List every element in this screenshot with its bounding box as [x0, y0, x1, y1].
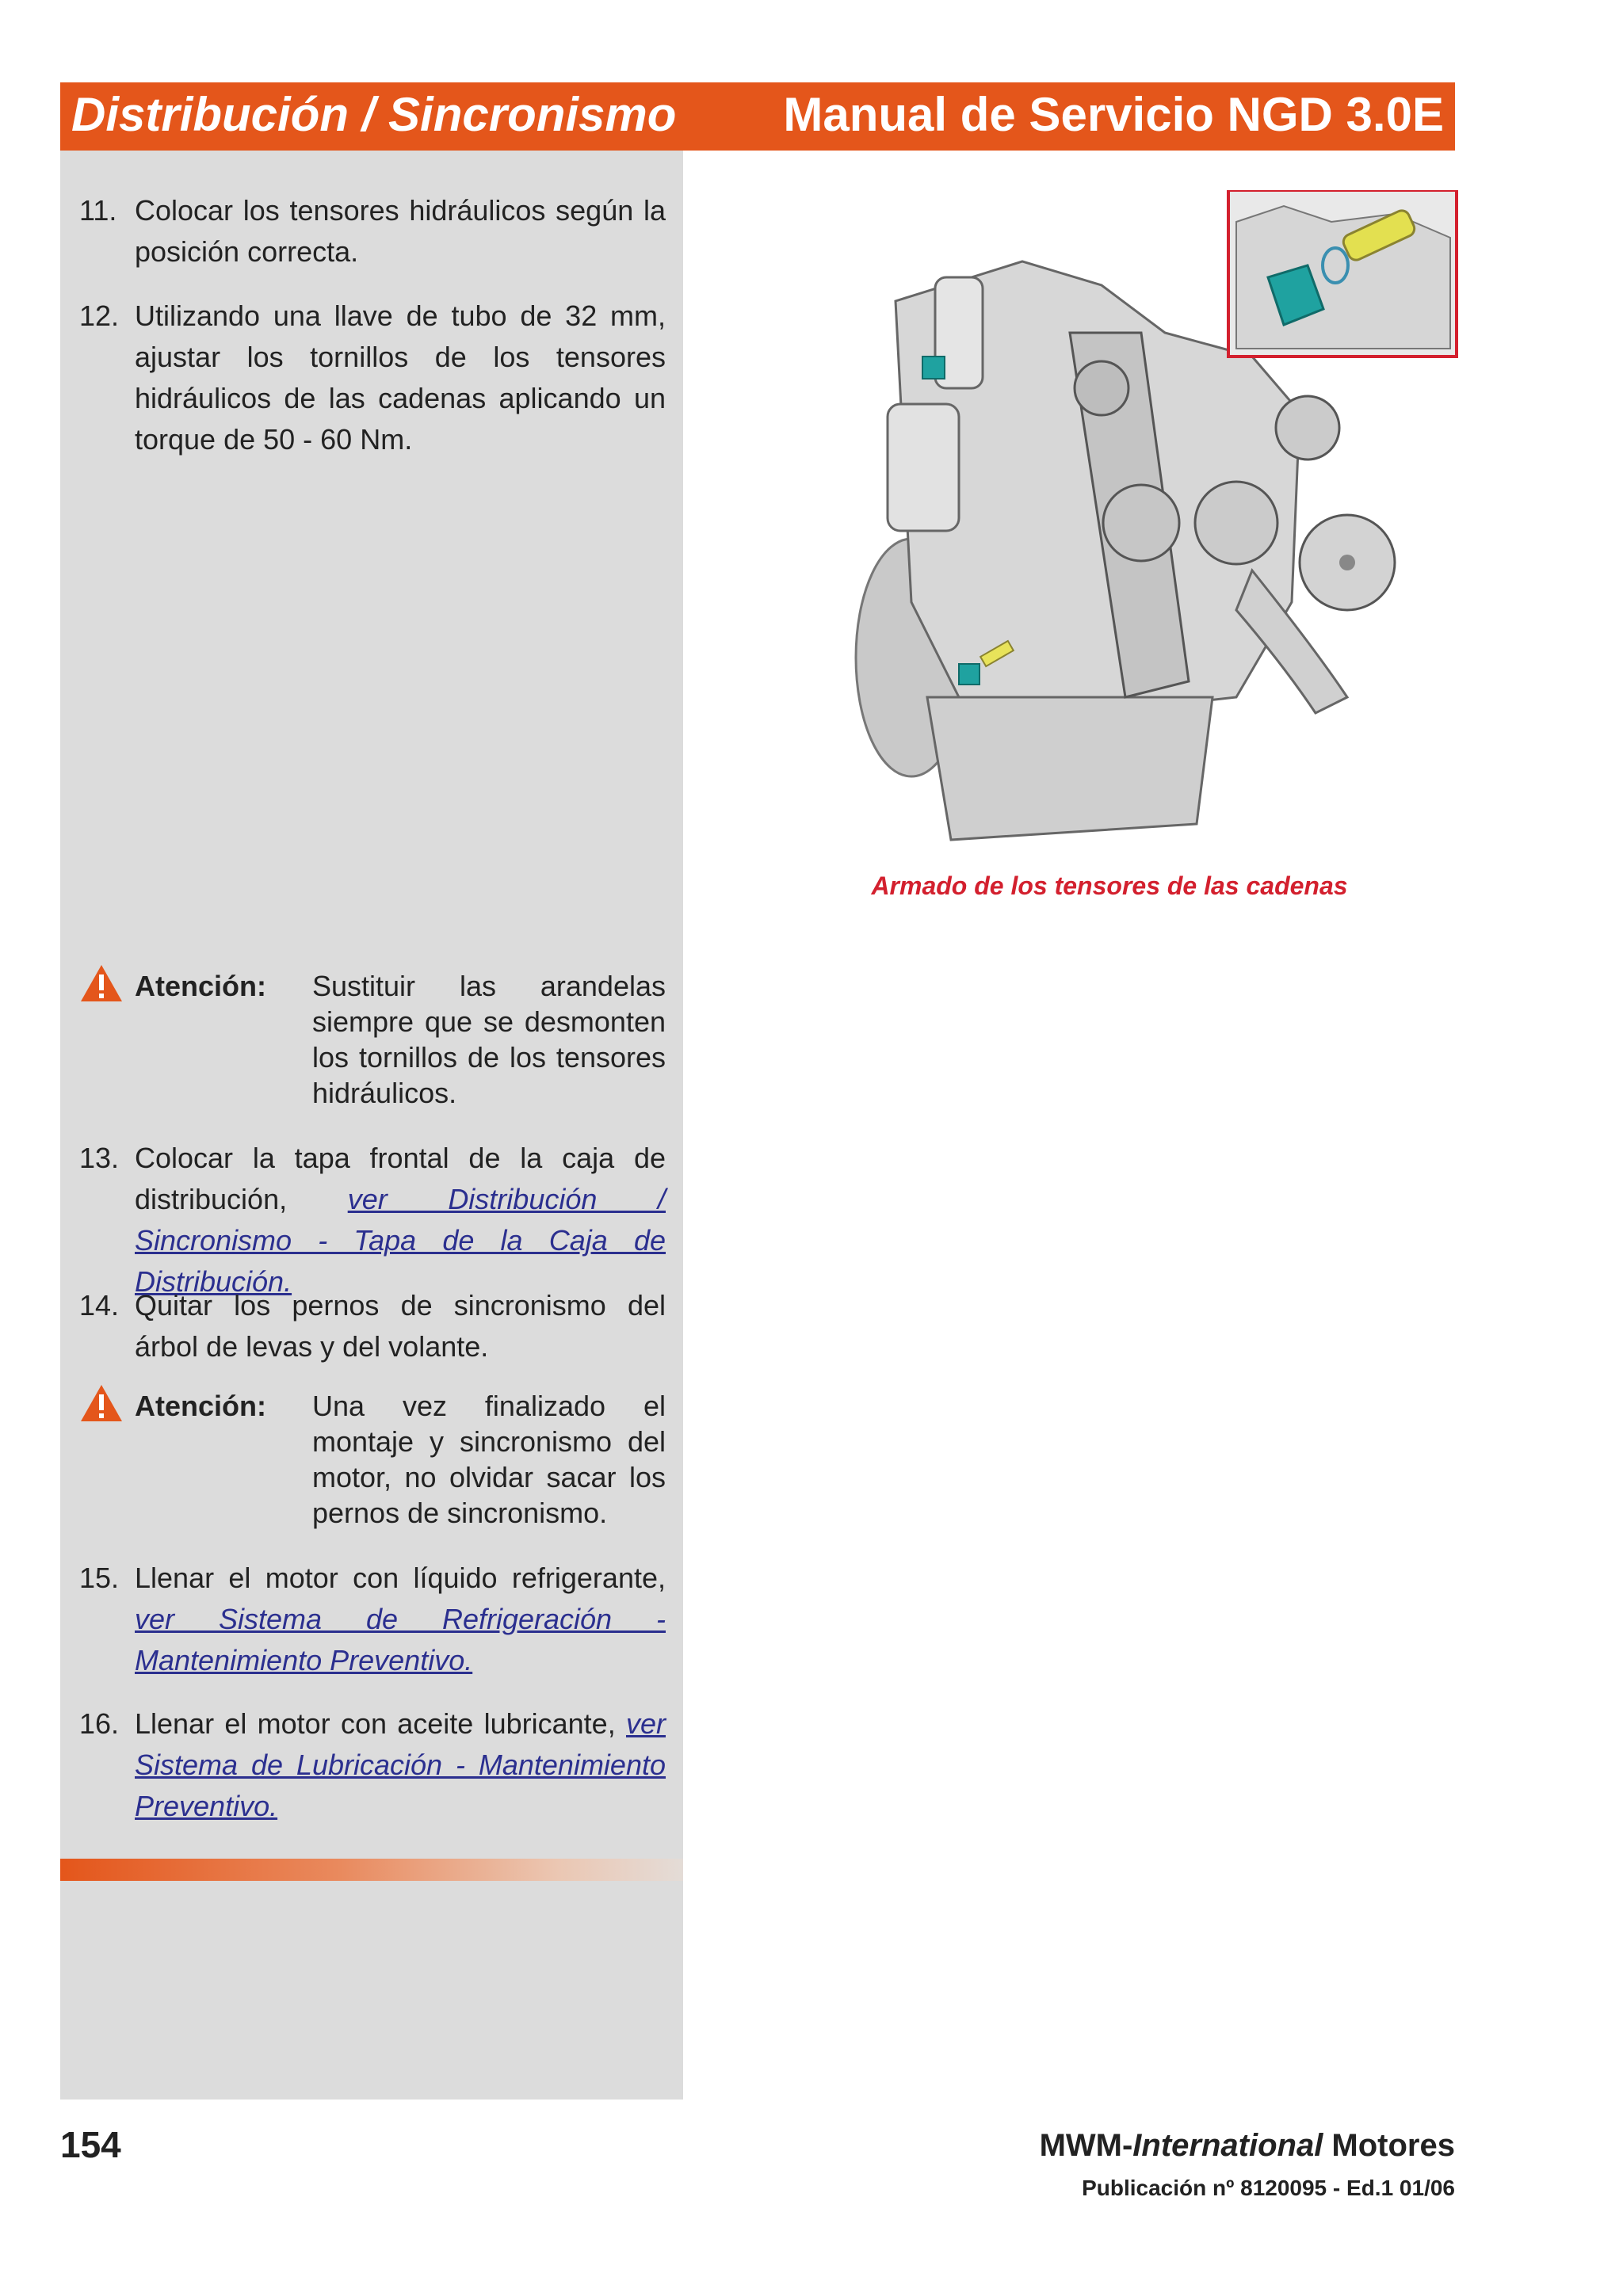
cross-reference-link[interactable]: ver Sistema de Lubricación - Mantenimiento Preventivo. [135, 1707, 666, 1822]
brand-prefix: MWM- [1039, 2128, 1133, 2163]
step-number: 16. [79, 1707, 120, 1740]
accent-bar [60, 1859, 683, 1881]
step-13 [79, 1138, 666, 1302]
step-number: 15. [79, 1562, 120, 1594]
page-header [60, 82, 1455, 151]
warning-icon [79, 1383, 124, 1423]
publication-info: Publicación nº 8120095 - Ed.1 01/06 [1082, 2176, 1455, 2200]
attention-note-2 [79, 1388, 666, 1531]
page-number: 154 [60, 2124, 121, 2165]
step-11 [79, 190, 666, 273]
attention-text: Sustituir las arandelas siempre que se desmonten los tornillos de los tensores hidráulicos. [312, 970, 666, 1109]
attention-note-1 [79, 968, 666, 1111]
step-text: Llenar el motor con líquido refrigerante, [135, 1562, 666, 1594]
step-12 [79, 296, 666, 460]
publisher-brand [1040, 2128, 1455, 2164]
step-text: Colocar los tensores hidráulicos según la posición correcta. [135, 194, 666, 268]
step-number: 12. [79, 299, 120, 332]
step-text: Llenar el motor con aceite lubricante, [135, 1707, 626, 1740]
warning-icon [79, 963, 124, 1003]
figure-caption: Armado de los tensores de las cadenas [871, 871, 1348, 900]
cross-reference-link[interactable]: ver Distribución / Sincronismo - Tapa de la Caja de Distribución. [135, 1183, 666, 1298]
step-text: Colocar la tapa frontal de la caja de distribución, [135, 1142, 666, 1215]
step-15 [79, 1558, 666, 1681]
step-text: Quitar los pernos de sincronismo del árbol de levas y del volante. [135, 1289, 666, 1363]
section-title: Distribución / Sincronismo [71, 88, 677, 141]
attention-label: Atención: [135, 1390, 266, 1422]
step-14 [79, 1285, 666, 1367]
brand-suffix: Motores [1323, 2128, 1455, 2163]
engine-illustration [840, 190, 1458, 871]
step-number: 13. [79, 1142, 120, 1174]
step-16 [79, 1703, 666, 1827]
brand-italic: International [1132, 2128, 1323, 2163]
step-text: Utilizando una llave de tubo de 32 mm, ajustar los tornillos de los tensores hidráulicos de las cadenas aplicando un torque de 50 - 60 Nm. [135, 299, 666, 456]
step-number: 14. [79, 1289, 120, 1322]
cross-reference-link[interactable]: ver Sistema de Refrigeración - Mantenimiento Preventivo. [135, 1603, 666, 1676]
step-number: 11. [79, 194, 117, 227]
attention-label: Atención: [135, 970, 266, 1002]
attention-text: Una vez finalizado el montaje y sincronismo del motor, no olvidar sacar los pernos de sincronismo. [312, 1390, 666, 1529]
manual-title: Manual de Servicio NGD 3.0E [783, 88, 1444, 141]
